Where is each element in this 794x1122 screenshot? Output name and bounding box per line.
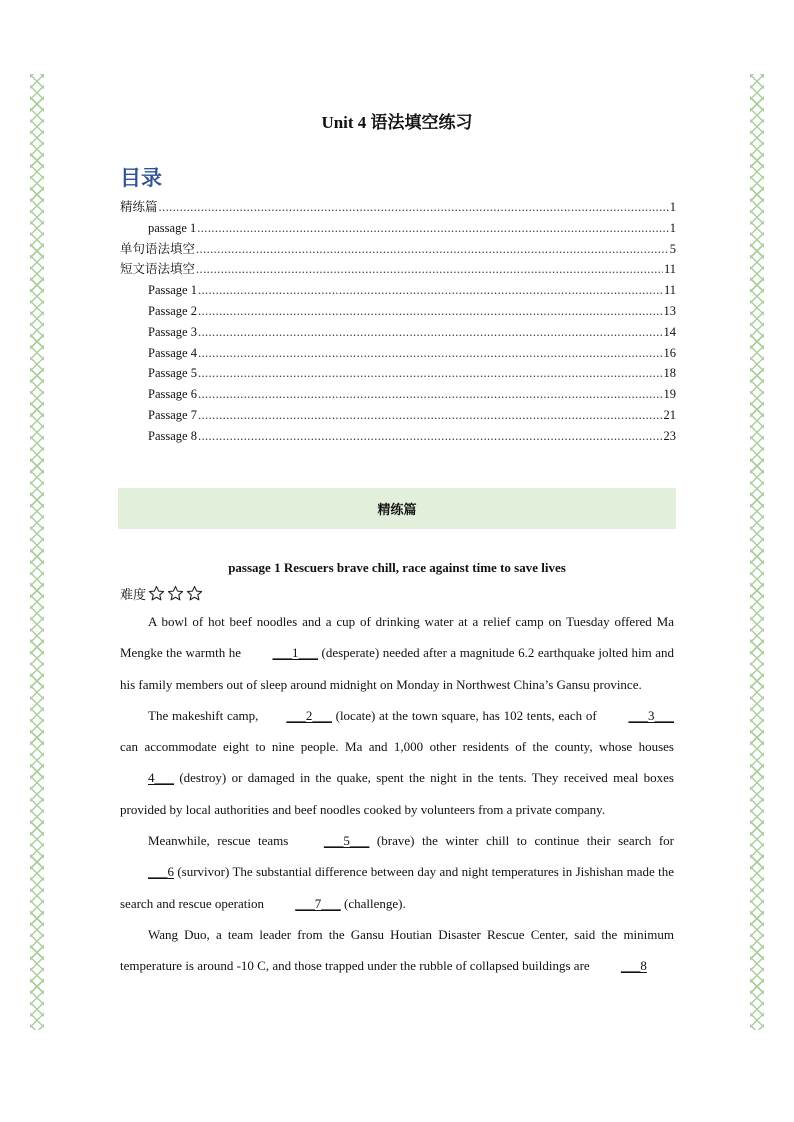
toc-dot-leader (198, 343, 663, 364)
blank-1: ___1___ (272, 645, 319, 661)
toc-entry-page: 18 (663, 366, 676, 381)
page-border-left (30, 74, 44, 1030)
blank-3: ___3___ (628, 707, 674, 723)
section-title: 精练篇 (377, 503, 417, 518)
toc-entry[interactable] (120, 259, 676, 280)
blank-5: ___5___ (323, 833, 370, 849)
text-run: Meanwhile, rescue teams (148, 833, 296, 849)
toc-entry-label: Passage 7 (148, 407, 197, 422)
toc-entry[interactable] (120, 322, 676, 343)
toc-entry-label: Passage 5 (148, 366, 197, 381)
toc-entry[interactable] (120, 426, 676, 447)
toc-entry-label: Passage 8 (148, 428, 197, 443)
toc-dot-leader (196, 259, 663, 280)
passage-body (120, 606, 674, 982)
toc-dot-leader (198, 363, 663, 384)
toc-entry-page: 16 (663, 345, 676, 360)
toc-entry-label: Passage 3 (148, 324, 197, 339)
toc-entry[interactable] (120, 384, 676, 405)
toc-entry-label: Passage 1 (148, 283, 197, 298)
text-run: (desperate) needed after a magnitude 6.2 earthquake jolted him and his family members out of sleep around midnight on Monday in Northwest China’s Gansu province. (120, 645, 675, 692)
toc-entry-page: 13 (663, 303, 676, 318)
toc-dot-leader (159, 197, 669, 218)
toc-entry[interactable] (120, 405, 676, 426)
paragraph-3 (120, 825, 674, 919)
difficulty-stars (148, 585, 205, 602)
toc-entry[interactable] (120, 301, 676, 322)
text-run: can accommodate eight to nine people. Ma and 1,000 other residents of the county, whose houses (120, 739, 674, 755)
text-run: Wang Duo, a team leader from the Gansu Houtian Disaster Rescue Center, said the minimum temperature is around -10 C, and those trapped under the rubble of collapsed buildings are (120, 926, 674, 974)
blank-6: ___6 (148, 864, 174, 880)
paragraph-1 (120, 606, 674, 700)
text-run: The makeshift camp, (148, 707, 259, 723)
toc-entry[interactable] (120, 239, 676, 260)
toc-entry-page: 14 (663, 324, 676, 339)
passage-title: passage 1 Rescuers brave chill, race against time to save lives (228, 560, 566, 575)
paragraph-2 (120, 700, 674, 825)
toc-dot-leader (198, 426, 663, 447)
toc-dot-leader (196, 239, 669, 260)
text-run: (destroy) or damaged in the quake, spent the night in the tents. They received meal boxes provided by local authorities and beef noodles cooked by volunteers from a private company. (120, 770, 674, 817)
text-run: (locate) at the town square, has 102 tents, each of (331, 707, 601, 723)
toc-entry[interactable] (120, 343, 676, 364)
toc-entry-label: passage 1 (148, 220, 197, 235)
toc-entry[interactable] (120, 280, 676, 301)
toc-entry-page: 5 (669, 241, 676, 256)
blank-2: ___2___ (286, 707, 332, 723)
toc-entry-label: 单句语法填空 (120, 241, 196, 256)
page-border-right (750, 74, 764, 1030)
toc-dot-leader (198, 384, 663, 405)
toc-entry-label: Passage 6 (148, 387, 197, 402)
document-title: Unit 4 语法填空练习 (321, 113, 473, 132)
section-banner (118, 488, 676, 529)
toc-entry-label: Passage 2 (148, 303, 197, 318)
toc-entry[interactable] (120, 363, 676, 384)
toc-dot-leader (198, 301, 663, 322)
star-outline-icon (148, 585, 165, 602)
toc-entry-page: 1 (669, 220, 676, 235)
toc-heading: 目录 (120, 166, 162, 190)
toc-entry-page: 11 (663, 262, 676, 277)
blank-4: 4___ (148, 770, 174, 786)
toc-dot-leader (197, 218, 669, 239)
paragraph-4 (120, 919, 674, 982)
toc-entry-label: 精练篇 (120, 200, 158, 214)
toc-entry-page: 1 (669, 200, 676, 214)
toc-entry-label: 短文语法填空 (120, 262, 196, 277)
table-of-contents (120, 197, 676, 447)
toc-entry[interactable] (120, 197, 676, 218)
toc-entry-page: 21 (663, 407, 676, 422)
toc-entry[interactable] (120, 218, 676, 239)
star-outline-icon (167, 585, 184, 602)
toc-entry-page: 11 (663, 283, 676, 298)
toc-entry-page: 19 (663, 387, 676, 402)
text-run: (brave) the winter chill to continue their search for (369, 833, 674, 849)
text-run: A bowl of hot beef noodles and a cup of drinking water at a relief camp on Tuesday offered Ma Mengke the warmth he (120, 614, 674, 661)
text-run: (challenge). (340, 895, 406, 911)
blank-7: ___7___ (295, 895, 341, 911)
toc-dot-leader (198, 280, 663, 301)
text-run: (survivor) The substantial difference between day and night temperatures in Jishishan made the search and rescue operation (120, 864, 674, 911)
star-outline-icon (186, 585, 203, 602)
toc-dot-leader (198, 405, 663, 426)
toc-entry-label: Passage 4 (148, 345, 197, 360)
blank-8: ___8 (620, 958, 647, 974)
toc-dot-leader (198, 322, 663, 343)
difficulty-rating (120, 584, 205, 603)
difficulty-label: 难度 (120, 587, 147, 602)
toc-entry-page: 23 (663, 428, 676, 443)
